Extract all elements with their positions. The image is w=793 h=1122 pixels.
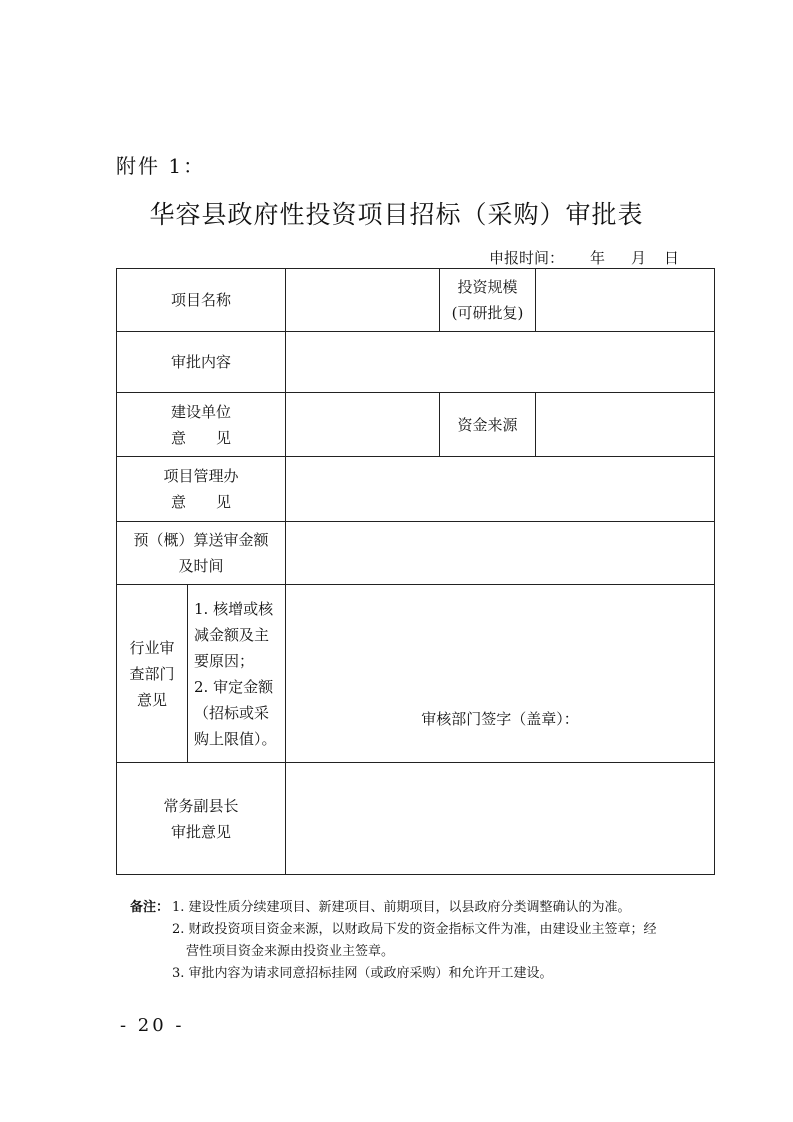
row-budget — [117, 522, 715, 585]
row-project-office — [117, 457, 715, 522]
row-approval-content — [117, 332, 715, 393]
industry-review-items — [188, 585, 286, 763]
budget-label: 预（概）算送审金额 及时间 — [117, 522, 286, 585]
project-office-label: 项目管理办 意 见 — [117, 457, 286, 522]
project-name-field[interactable] — [286, 269, 440, 332]
sign-label: 审核部门签字（盖章）： — [421, 710, 579, 728]
approval-form-table — [116, 268, 715, 875]
industry-item: 减金额及主 — [194, 625, 270, 644]
investment-scale-label: 投资规模 (可研批复) — [440, 269, 536, 332]
construction-unit-field[interactable] — [286, 393, 440, 457]
date-month: 月 — [630, 249, 646, 267]
investment-scale-field[interactable] — [536, 269, 715, 332]
industry-item: （招标或采 — [194, 703, 270, 722]
declaration-date — [489, 247, 679, 268]
industry-item: 2. 审定金额 — [194, 677, 274, 696]
notes-label: 备注： — [130, 900, 170, 915]
row-industry-review — [117, 585, 715, 763]
attachment-label: 附件 1： — [116, 154, 206, 178]
industry-review-field[interactable] — [286, 585, 715, 763]
fund-source-label: 资金来源 — [440, 393, 536, 457]
industry-review-label: 行业审 查部门 意见 — [117, 585, 188, 763]
approval-content-field[interactable] — [286, 332, 715, 393]
page-number: - 20 - — [120, 1015, 185, 1036]
industry-item: 购上限值）。 — [194, 729, 277, 748]
note-line: 2. 财政投资项目资金来源，以财政局下发的资金指标文件为准，由建设业主签章；经 — [172, 922, 657, 937]
budget-field[interactable] — [286, 522, 715, 585]
row-vice-mayor — [117, 763, 715, 875]
date-prefix: 申报时间： — [488, 249, 564, 267]
construction-unit-label: 建设单位 意 见 — [117, 393, 286, 457]
project-name-label: 项目名称 — [117, 269, 286, 332]
vice-mayor-field[interactable] — [286, 763, 715, 875]
notes — [130, 897, 710, 985]
fund-source-field[interactable] — [536, 393, 715, 457]
industry-item: 要原因； — [194, 651, 255, 670]
note-line: 营性项目资金来源由投资业主签章。 — [186, 944, 395, 959]
note-line: 3. 审批内容为请求同意招标挂网（或政府采购）和允许开工建设。 — [172, 966, 553, 981]
industry-item: 1. 核增或核 — [194, 599, 274, 618]
project-office-field[interactable] — [286, 457, 715, 522]
row-project-name — [117, 269, 715, 332]
date-day: 日 — [663, 249, 679, 267]
row-construction-unit — [117, 393, 715, 457]
vice-mayor-label: 常务副县长 审批意见 — [117, 763, 286, 875]
date-year: 年 — [589, 249, 605, 267]
note-line: 1. 建设性质分续建项目、新建项目、前期项目，以县政府分类调整确认的为准。 — [172, 900, 631, 915]
page-title: 华容县政府性投资项目招标（采购）审批表 — [149, 200, 644, 229]
approval-content-label: 审批内容 — [117, 332, 286, 393]
